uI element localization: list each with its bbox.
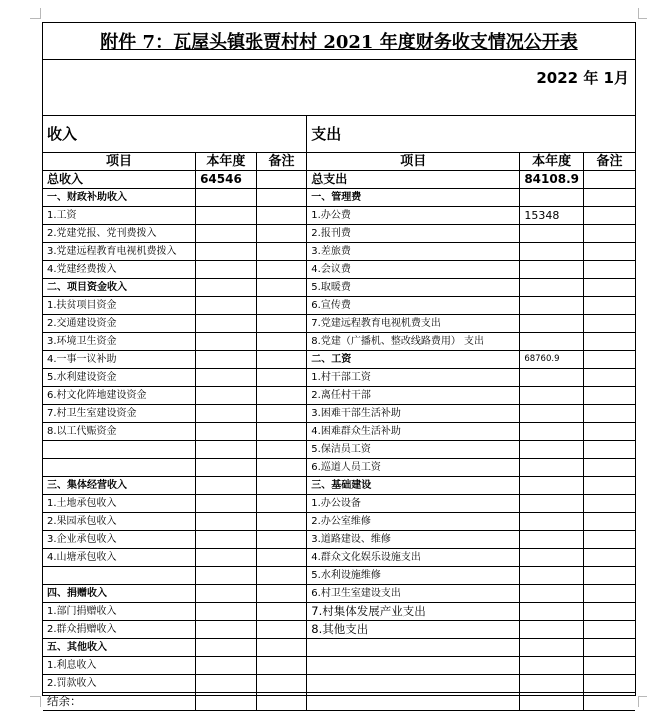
expense-year-value: 68760.9 <box>520 351 584 369</box>
income-item: 二、项目资金收入 <box>43 279 196 297</box>
expense-note <box>583 531 635 549</box>
income-year-value <box>196 405 257 423</box>
expense-note <box>583 261 635 279</box>
expense-year-value <box>520 243 584 261</box>
table-row <box>43 549 635 567</box>
income-year-value <box>196 225 257 243</box>
expense-item: 8.其他支出 <box>307 621 520 639</box>
expense-item: 二、工资 <box>307 351 520 369</box>
income-item: 1.土地承包收入 <box>43 495 196 513</box>
expense-item: 4.会议费 <box>307 261 520 279</box>
table-row <box>43 369 635 387</box>
expense-note <box>583 243 635 261</box>
expense-total-label: 总支出 <box>307 171 520 189</box>
expense-item <box>307 657 520 675</box>
expense-note <box>583 477 635 495</box>
crop-mark-bottom-right <box>638 696 647 707</box>
income-year-value <box>196 639 257 657</box>
table-row <box>43 405 635 423</box>
income-item: 五、其他收入 <box>43 639 196 657</box>
expense-item: 一、管理费 <box>307 189 520 207</box>
table-row <box>43 225 635 243</box>
table-row <box>43 189 635 207</box>
expense-item: 5.水利设施维修 <box>307 567 520 585</box>
income-item: 一、财政补助收入 <box>43 189 196 207</box>
expense-year-value <box>520 423 584 441</box>
column-header-row <box>43 153 635 171</box>
income-year-value <box>196 189 257 207</box>
table-row <box>43 603 635 621</box>
expense-note <box>583 351 635 369</box>
income-total-note <box>256 171 307 189</box>
expense-note <box>583 333 635 351</box>
expense-year-value <box>520 297 584 315</box>
section-heading-row <box>43 116 635 153</box>
expense-item: 6.宣传费 <box>307 297 520 315</box>
income-item: 1.扶贫项目资金 <box>43 297 196 315</box>
income-note <box>256 585 307 603</box>
income-year-value <box>196 657 257 675</box>
table-row <box>43 207 635 225</box>
expense-note <box>583 405 635 423</box>
expense-note <box>583 387 635 405</box>
income-year-value <box>196 675 257 693</box>
expense-year-value <box>520 387 584 405</box>
crop-mark-top-left <box>30 8 41 19</box>
expense-year-value <box>520 675 584 693</box>
expense-year-value <box>520 621 584 639</box>
income-note <box>256 369 307 387</box>
expense-item: 4.群众文化娱乐设施支出 <box>307 549 520 567</box>
income-year-value <box>196 549 257 567</box>
income-item: 2.群众捐赠收入 <box>43 621 196 639</box>
income-item <box>43 567 196 585</box>
expense-item: 6.巡道人员工资 <box>307 459 520 477</box>
table-row <box>43 477 635 495</box>
report-date: 2022 年 1月 <box>536 69 629 87</box>
expense-note <box>583 675 635 693</box>
expense-item: 1.村干部工资 <box>307 369 520 387</box>
expense-item: 三、基础建设 <box>307 477 520 495</box>
income-year-value <box>196 441 257 459</box>
expense-year-value <box>520 477 584 495</box>
income-note <box>256 621 307 639</box>
expense-note <box>583 603 635 621</box>
document-title: 附件 7：瓦屋头镇张贾村村 2021 年度财务收支情况公开表 <box>100 32 578 53</box>
expense-item <box>307 693 520 711</box>
expense-year-value <box>520 639 584 657</box>
expense-year-value <box>520 333 584 351</box>
income-year-value <box>196 459 257 477</box>
income-note <box>256 459 307 477</box>
income-note <box>256 315 307 333</box>
income-item: 2.党建党报、党刊费拨入 <box>43 225 196 243</box>
income-item: 1.利息收入 <box>43 657 196 675</box>
income-item <box>43 441 196 459</box>
income-note <box>256 279 307 297</box>
table-row <box>43 657 635 675</box>
expense-note <box>583 189 635 207</box>
expense-item: 4.困难群众生活补助 <box>307 423 520 441</box>
income-year-value <box>196 603 257 621</box>
expense-year-value <box>520 495 584 513</box>
income-item: 8.以工代赈资金 <box>43 423 196 441</box>
income-year-value <box>196 261 257 279</box>
income-year-value <box>196 585 257 603</box>
income-item: 结余： <box>43 693 196 711</box>
expense-note <box>583 495 635 513</box>
expense-note <box>583 297 635 315</box>
table-row <box>43 567 635 585</box>
income-year-value <box>196 693 257 711</box>
expense-col-item: 项目 <box>307 153 520 171</box>
income-item: 1.工资 <box>43 207 196 225</box>
expense-item <box>307 675 520 693</box>
income-col-year: 本年度 <box>196 153 257 171</box>
expense-year-value <box>520 603 584 621</box>
table-row <box>43 351 635 369</box>
expense-note <box>583 621 635 639</box>
income-year-value <box>196 297 257 315</box>
expense-note <box>583 441 635 459</box>
expense-item: 7.村集体发展产业支出 <box>307 603 520 621</box>
expense-item: 7.党建远程教育电视机费支出 <box>307 315 520 333</box>
income-note <box>256 477 307 495</box>
income-note <box>256 567 307 585</box>
income-note <box>256 513 307 531</box>
total-row <box>43 171 635 189</box>
income-year-value <box>196 531 257 549</box>
table-row <box>43 279 635 297</box>
expense-year-value <box>520 459 584 477</box>
income-item: 3.党建远程教育电视机费拨入 <box>43 243 196 261</box>
expense-item: 8.党建（广播机、整改线路费用） 支出 <box>307 333 520 351</box>
date-row <box>43 59 635 708</box>
income-note <box>256 639 307 657</box>
income-year-value <box>196 621 257 639</box>
expense-year-value <box>520 261 584 279</box>
income-item: 4.山塘承包收入 <box>43 549 196 567</box>
income-item: 三、集体经营收入 <box>43 477 196 495</box>
income-note <box>256 549 307 567</box>
expense-note <box>583 585 635 603</box>
expense-year-value <box>520 567 584 585</box>
table-row <box>43 297 635 315</box>
expense-year-value <box>520 693 584 711</box>
income-year-value <box>196 567 257 585</box>
expense-year-value <box>520 513 584 531</box>
crop-mark-bottom-left <box>30 696 41 707</box>
expense-item: 3.道路建设、维修 <box>307 531 520 549</box>
table-row <box>43 621 635 639</box>
expense-note <box>583 459 635 477</box>
crop-mark-top-right <box>638 8 647 19</box>
expense-heading: 支出 <box>307 116 635 153</box>
income-note <box>256 423 307 441</box>
expense-note <box>583 423 635 441</box>
income-year-value <box>196 387 257 405</box>
table-row <box>43 333 635 351</box>
expense-item: 3.困难干部生活补助 <box>307 405 520 423</box>
income-note <box>256 207 307 225</box>
income-heading: 收入 <box>43 116 307 153</box>
table-row <box>43 585 635 603</box>
expense-year-value <box>520 405 584 423</box>
income-note <box>256 189 307 207</box>
income-item <box>43 459 196 477</box>
income-note <box>256 243 307 261</box>
income-note <box>256 225 307 243</box>
income-item: 3.企业承包收入 <box>43 531 196 549</box>
table-row <box>43 423 635 441</box>
income-year-value <box>196 513 257 531</box>
income-item: 2.罚款收入 <box>43 675 196 693</box>
expense-note <box>583 513 635 531</box>
income-note <box>256 657 307 675</box>
income-year-value <box>196 279 257 297</box>
expense-note <box>583 207 635 225</box>
expense-total-note <box>583 171 635 189</box>
table-row <box>43 639 635 657</box>
expense-year-value <box>520 369 584 387</box>
income-item: 2.交通建设资金 <box>43 315 196 333</box>
income-year-value <box>196 315 257 333</box>
income-col-item: 项目 <box>43 153 196 171</box>
table-row <box>43 495 635 513</box>
income-item: 2.果园承包收入 <box>43 513 196 531</box>
expense-note <box>583 693 635 711</box>
finance-table <box>43 115 635 711</box>
expense-note <box>583 657 635 675</box>
table-row <box>43 513 635 531</box>
income-item: 1.部门捐赠收入 <box>43 603 196 621</box>
income-year-value <box>196 495 257 513</box>
income-note <box>256 603 307 621</box>
income-item: 7.村卫生室建设资金 <box>43 405 196 423</box>
expense-year-value <box>520 225 584 243</box>
income-note <box>256 351 307 369</box>
expense-note <box>583 567 635 585</box>
expense-item: 3.差旅费 <box>307 243 520 261</box>
expense-year-value <box>520 531 584 549</box>
expense-item: 2.离任村干部 <box>307 387 520 405</box>
income-total-label: 总收入 <box>43 171 196 189</box>
income-item: 四、捐赠收入 <box>43 585 196 603</box>
income-note <box>256 441 307 459</box>
expense-year-value <box>520 657 584 675</box>
income-note <box>256 675 307 693</box>
expense-col-note: 备注 <box>583 153 635 171</box>
table-row <box>43 315 635 333</box>
expense-year-value <box>520 585 584 603</box>
expense-year-value <box>520 315 584 333</box>
income-note <box>256 531 307 549</box>
expense-item: 6.村卫生室建设支出 <box>307 585 520 603</box>
expense-year-value <box>520 549 584 567</box>
table-row <box>43 675 635 693</box>
expense-year-value <box>520 441 584 459</box>
title-row <box>43 23 635 60</box>
expense-year-value <box>520 189 584 207</box>
income-year-value <box>196 477 257 495</box>
income-item: 3.环境卫生资金 <box>43 333 196 351</box>
expense-note <box>583 549 635 567</box>
expense-item: 5.保洁员工资 <box>307 441 520 459</box>
table-row <box>43 387 635 405</box>
expense-item <box>307 639 520 657</box>
expense-note <box>583 369 635 387</box>
income-note <box>256 387 307 405</box>
expense-note <box>583 279 635 297</box>
table-row <box>43 261 635 279</box>
expense-year-value: 15348 <box>520 207 584 225</box>
table-row <box>43 441 635 459</box>
income-year-value <box>196 207 257 225</box>
expense-year-value <box>520 279 584 297</box>
income-item: 6.村文化阵地建设资金 <box>43 387 196 405</box>
table-row <box>43 531 635 549</box>
income-year-value <box>196 333 257 351</box>
income-item: 5.水利建设资金 <box>43 369 196 387</box>
income-note <box>256 495 307 513</box>
expense-item: 2.报刊费 <box>307 225 520 243</box>
income-item: 4.一事一议补助 <box>43 351 196 369</box>
income-year-value <box>196 369 257 387</box>
table-row <box>43 243 635 261</box>
income-item: 4.党建经费拨入 <box>43 261 196 279</box>
income-note <box>256 405 307 423</box>
income-note <box>256 333 307 351</box>
income-year-value <box>196 423 257 441</box>
expense-item: 1.办公费 <box>307 207 520 225</box>
expense-note <box>583 639 635 657</box>
income-col-note: 备注 <box>256 153 307 171</box>
income-total-value: 64546 <box>196 171 257 189</box>
expense-note <box>583 225 635 243</box>
income-year-value <box>196 243 257 261</box>
expense-item: 5.取暖费 <box>307 279 520 297</box>
table-row <box>43 693 635 711</box>
expense-note <box>583 315 635 333</box>
expense-item: 1.办公设备 <box>307 495 520 513</box>
expense-total-value: 84108.9 <box>520 171 584 189</box>
expense-col-year: 本年度 <box>520 153 584 171</box>
income-note <box>256 693 307 711</box>
table-row <box>43 459 635 477</box>
income-note <box>256 261 307 279</box>
finance-disclosure-sheet <box>42 22 636 708</box>
income-note <box>256 297 307 315</box>
expense-item: 2.办公室维修 <box>307 513 520 531</box>
income-year-value <box>196 351 257 369</box>
